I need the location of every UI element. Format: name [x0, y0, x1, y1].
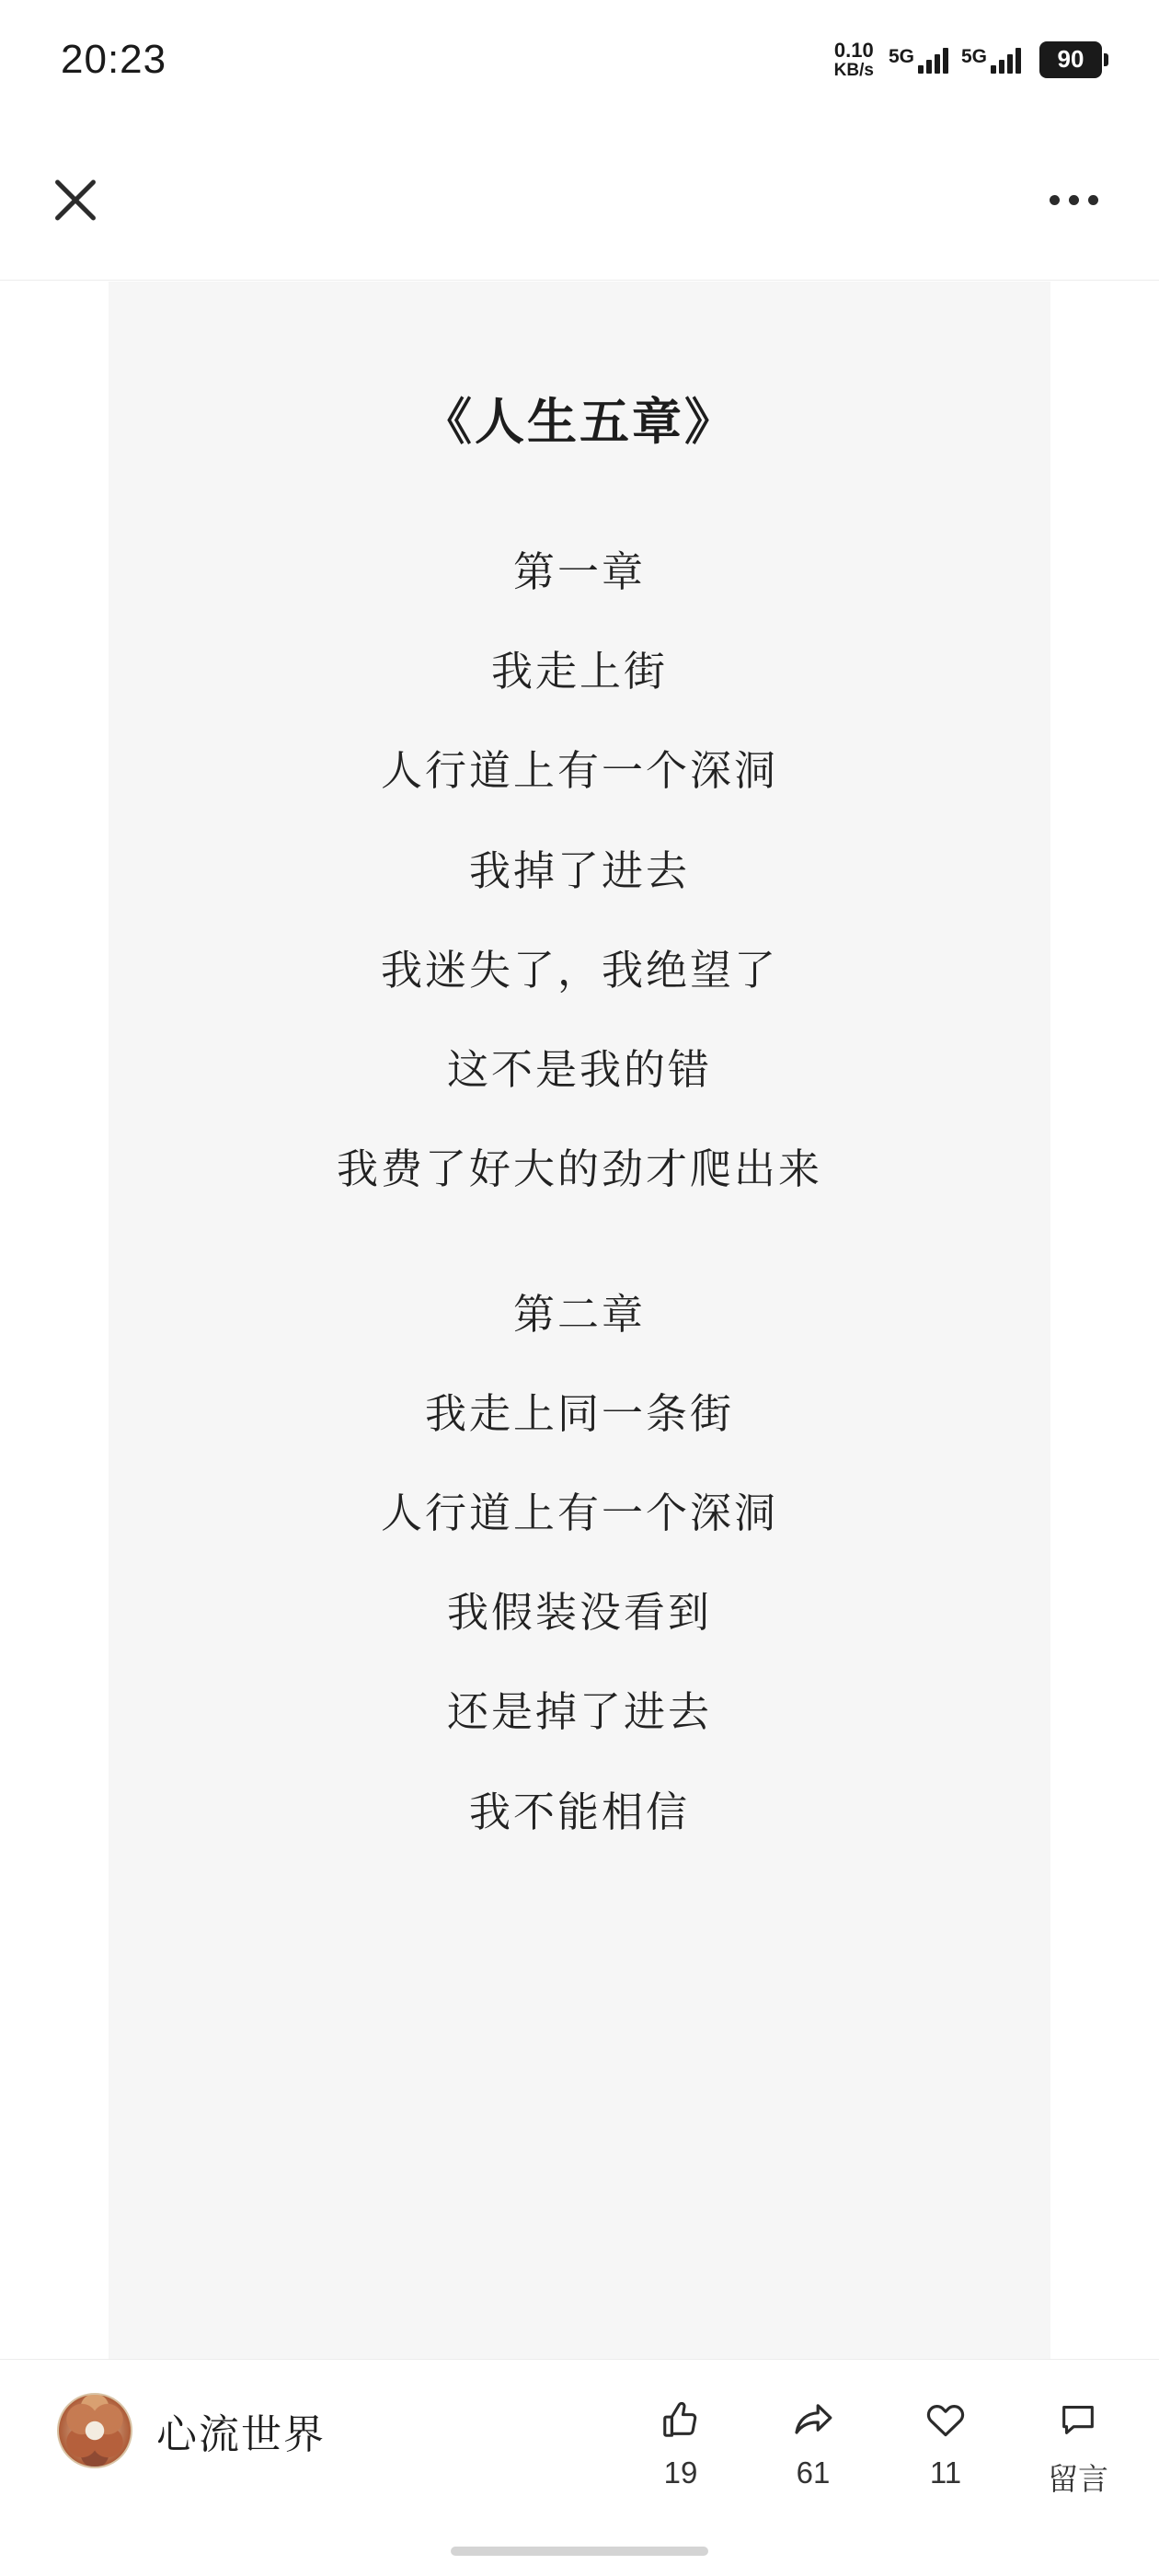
page-title: 《人生五章》: [422, 395, 737, 450]
sim2-network-label: 5G: [960, 46, 987, 67]
favorite-count: 11: [929, 2455, 962, 2490]
stanza-1-line-5: 这不是我的错: [446, 1046, 712, 1093]
stanza-1-line-6: 我费了好大的劲才爬出来: [336, 1145, 822, 1193]
network-speed-indicator: [834, 40, 874, 79]
stanza-2-line-1: 我走上同一条街: [424, 1389, 734, 1437]
sim1-signal-icon: [889, 46, 948, 74]
favorite-button[interactable]: [914, 2393, 977, 2490]
stanza-2-line-4: 还是掉了进去: [446, 1688, 712, 1736]
share-count: 61: [796, 2455, 831, 2490]
close-icon[interactable]: [40, 165, 110, 235]
stanza-1-line-4: 我迷失了，我绝望了: [380, 946, 778, 994]
stanza-1-chapter: 第一章: [512, 548, 646, 595]
thumbs-up-icon: [660, 2393, 702, 2446]
sim2-signal-icon: [961, 46, 1021, 74]
like-button[interactable]: [649, 2393, 712, 2490]
comment-icon: [1057, 2393, 1099, 2446]
bottom-action-bar: [0, 2359, 1159, 2576]
share-button[interactable]: [782, 2393, 844, 2490]
stanza-1-line-3: 我掉了进去: [468, 846, 690, 894]
stanza-2-line-2: 人行道上有一个深洞: [380, 1489, 778, 1536]
network-speed-value: 0.10: [833, 39, 874, 63]
stanza-1-line-1: 我走上街: [490, 648, 668, 695]
stanza-2-line-3: 我假装没看到: [446, 1589, 712, 1636]
home-indicator[interactable]: [451, 2547, 708, 2556]
article-content: [109, 282, 1050, 2359]
more-options-icon[interactable]: [1040, 186, 1107, 214]
author-link[interactable]: [57, 2393, 326, 2468]
author-name: 心流世界: [156, 2412, 326, 2457]
like-count: 19: [663, 2455, 698, 2490]
share-arrow-icon: [791, 2393, 835, 2446]
battery-icon: 90: [1039, 41, 1102, 78]
heart-icon: [924, 2393, 968, 2446]
stanza-1: [109, 538, 1050, 1196]
status-indicators: [834, 40, 1102, 79]
navigation-bar: [0, 120, 1159, 281]
comment-label: 留言: [1048, 2462, 1108, 2496]
status-time: 20:23: [61, 37, 167, 82]
action-buttons: [649, 2393, 1117, 2499]
article-scroll-area[interactable]: [0, 282, 1159, 2359]
avatar: [57, 2393, 132, 2468]
sim1-network-label: 5G: [888, 46, 914, 67]
stanza-1-line-2: 人行道上有一个深洞: [380, 747, 778, 795]
sim1-signal-bars: [918, 46, 948, 74]
sim2-signal-bars: [991, 46, 1021, 74]
stanza-2: [109, 1281, 1050, 1838]
stanza-2-line-5: 我不能相信: [468, 1788, 690, 1835]
stanza-2-chapter: 第二章: [512, 1290, 646, 1338]
network-speed-unit: KB/s: [833, 60, 874, 80]
status-bar: [0, 0, 1159, 120]
comment-button[interactable]: [1047, 2393, 1109, 2499]
